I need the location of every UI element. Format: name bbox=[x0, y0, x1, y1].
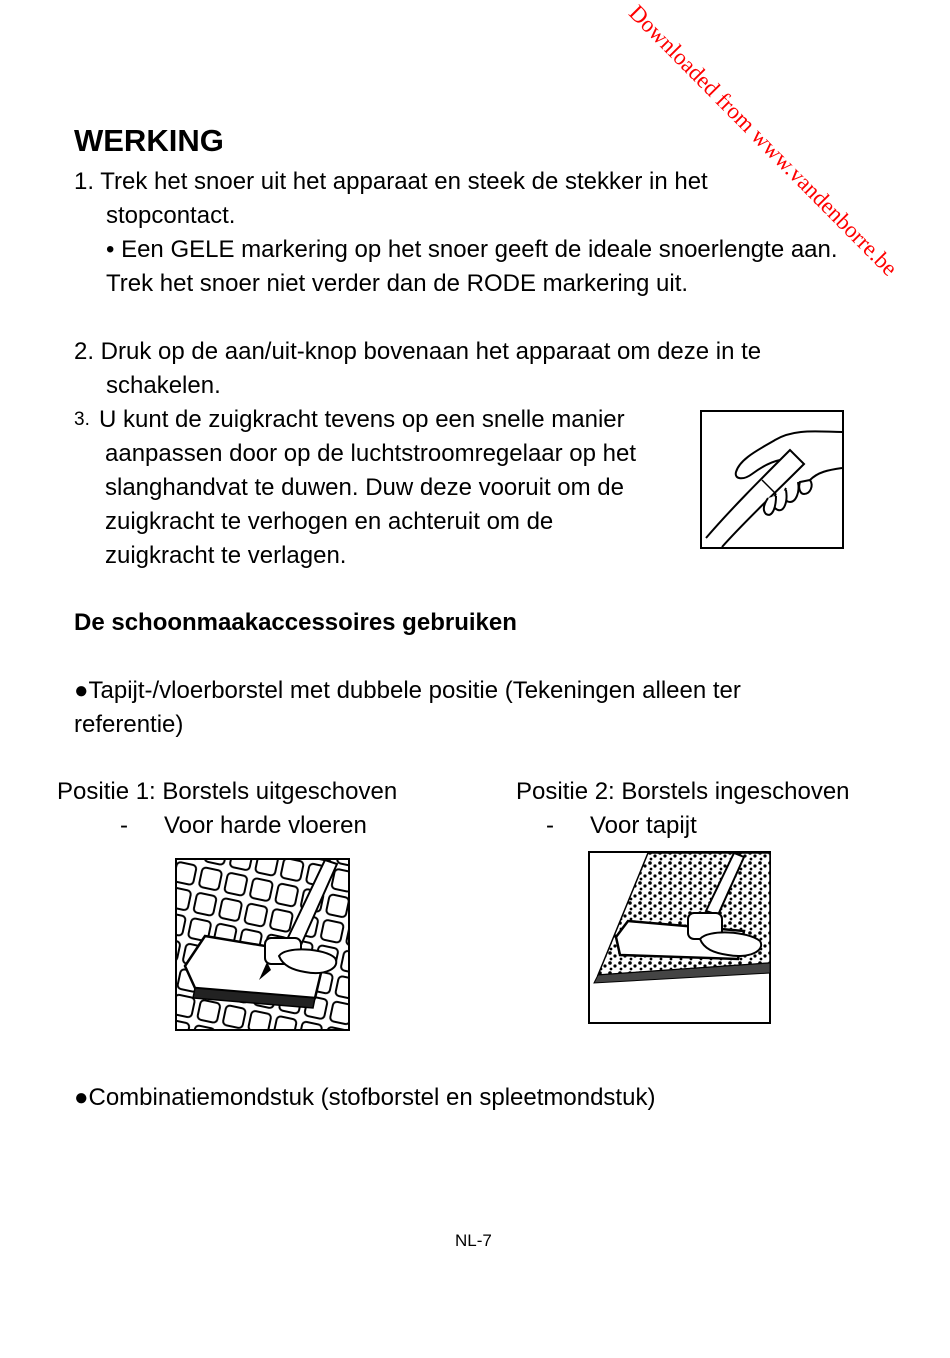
accessories-subheading: De schoonmaakaccessoires gebruiken bbox=[74, 609, 517, 636]
page-number: NL-7 bbox=[455, 1231, 492, 1250]
hose-handle-illustration bbox=[700, 410, 845, 550]
position2-title: Positie 2: Borstels ingeschoven bbox=[516, 778, 850, 805]
step1-bullet-line2: Trek het snoer niet verder dan de RODE markering uit. bbox=[106, 270, 689, 297]
position2-item: Voor tapijt bbox=[590, 812, 697, 839]
carpet-brush-illustration bbox=[588, 851, 772, 1025]
step3-number: 3. bbox=[74, 409, 90, 430]
step3-line1: U kunt de zuigkracht tevens op een snelle manier bbox=[99, 406, 625, 433]
step3-line4: zuigkracht te verhogen en achteruit om de bbox=[105, 508, 554, 535]
hard-floor-brush-illustration bbox=[175, 858, 350, 1031]
step1-line2: stopcontact. bbox=[106, 202, 236, 229]
position1-title: Positie 1: Borstels uitgeschoven bbox=[57, 778, 398, 805]
step2-line1: 2. Druk op de aan/uit-knop bovenaan het apparaat om deze in te bbox=[74, 338, 762, 365]
brush-line1: ●Tapijt-/vloerborstel met dubbele positie (Tekeningen alleen ter bbox=[74, 677, 741, 704]
section-heading: WERKING bbox=[74, 123, 224, 158]
position1-item: Voor harde vloeren bbox=[164, 812, 367, 839]
position2-dash: - bbox=[546, 812, 554, 839]
brush-line2: referentie) bbox=[74, 711, 184, 738]
watermark-link[interactable]: Downloaded from www.vandenborre.be bbox=[624, 0, 903, 281]
step3-line5: zuigkracht te verlagen. bbox=[105, 542, 347, 569]
position1-dash: - bbox=[120, 812, 128, 839]
step3-line3: slanghandvat te duwen. Duw deze vooruit om de bbox=[105, 474, 624, 501]
step1-line1: 1. Trek het snoer uit het apparaat en steek de stekker in het bbox=[74, 168, 708, 195]
step2-line2: schakelen. bbox=[106, 372, 221, 399]
step3-line2: aanpassen door op de luchtstroomregelaar op het bbox=[105, 440, 637, 467]
combo-nozzle-line: ●Combinatiemondstuk (stofborstel en spleetmondstuk) bbox=[74, 1084, 656, 1111]
step1-bullet-line1: • Een GELE markering op het snoer geeft de ideale snoerlengte aan. bbox=[106, 236, 838, 263]
